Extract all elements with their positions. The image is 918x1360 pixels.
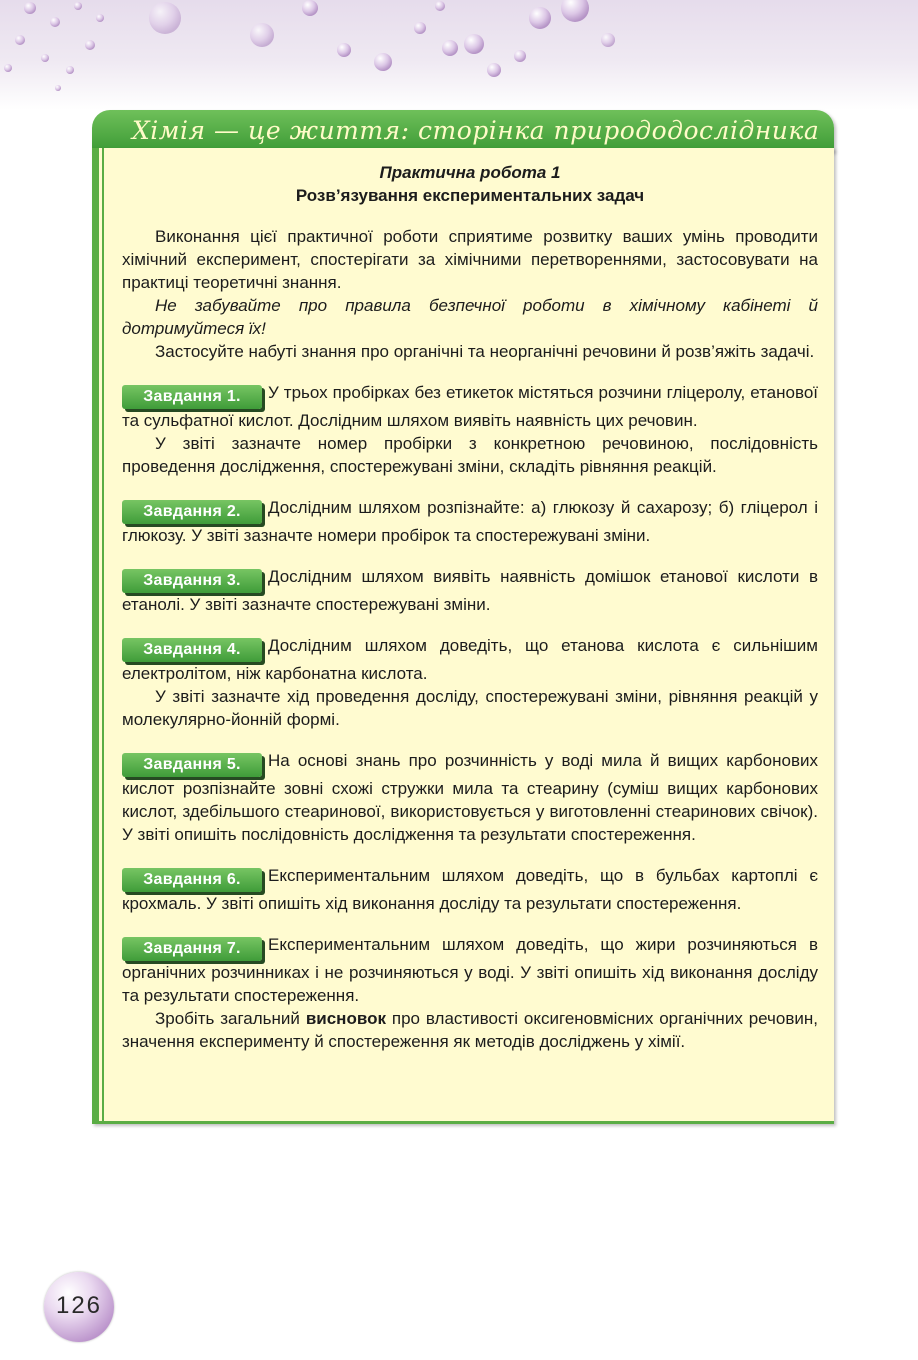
intro-paragraph: Виконання цієї практичної роботи сприятиме розвитку ваших умінь проводити хімічний експеримент, спостерігати за хімічними перетвореннями, застосовувати на практиці теоретичні знання.	[122, 227, 818, 292]
page-number: 126	[55, 1292, 103, 1319]
task-1-badge: Завдання 1.	[122, 385, 262, 409]
task-5-text: На основі знань про розчинність у воді мила й вищих карбонових кислот розпізнайте зовні схожі стружки мила та стеарину (суміш вищих карбонових кислот, здебільшого стеаринової, використовується у виготовленні стеаринових свічок). У звіті опишіть послідовність дослідження та результати спостереження.	[122, 751, 818, 844]
page-number-badge	[44, 1272, 114, 1342]
task-7-text: Експериментальним шляхом доведіть, що жири розчиняються в органічних розчинниках і не розчиняються у воді. У звіті опишіть хід виконання досліду та результати спостереження.	[122, 935, 818, 1005]
practical-work-subtitle: Розв’язування експериментальних задач	[295, 186, 645, 205]
task-7-badge: Завдання 7.	[122, 937, 262, 961]
panel-border-bottom	[92, 1121, 834, 1124]
task-1	[122, 381, 818, 432]
task-5-badge: Завдання 5.	[122, 753, 262, 777]
panel-border-left	[92, 148, 99, 1124]
header-decoration	[0, 0, 918, 110]
conclusion-paragraph	[122, 1007, 818, 1053]
bubbles-decoration	[0, 0, 918, 110]
task-7	[122, 933, 818, 1007]
task-2-text: Дослідним шляхом розпізнайте: а) глюкозу й сахарозу; б) гліцерол і глюкозу. У звіті зазначте номери пробірок та спостережувані зміни.	[122, 498, 818, 545]
task-1-text: У трьох пробірках без етикеток містяться розчини гліцеролу, етанової та сульфатної кислот. Дослідним шляхом виявіть наявність цих речовин.	[122, 383, 818, 430]
task-5	[122, 749, 818, 846]
task-6	[122, 864, 818, 915]
section-title: Хімія — це життя: сторінка природодослідника	[132, 116, 820, 145]
conclusion-before: Зробіть загальний	[155, 1009, 306, 1028]
task-4-text: Дослідним шляхом доведіть, що етанова кислота є сильнішим електролітом, ніж карбонатна кислота.	[122, 636, 818, 683]
task-1-report: У звіті зазначте номер пробірки з конкретною речовиною, послідовність проведення дослідження, спостережувані зміни, складіть рівняння реакцій.	[122, 434, 818, 476]
task-4-badge: Завдання 4.	[122, 638, 262, 662]
task-6-badge: Завдання 6.	[122, 868, 262, 892]
practical-work-title: Практична робота 1	[379, 163, 561, 182]
conclusion-keyword: висновок	[305, 1009, 386, 1028]
task-3-text: Дослідним шляхом виявіть наявність домішок етанової кислоти в етанолі. У звіті зазначте спостережувані зміни.	[122, 567, 818, 614]
safety-note: Не забувайте про правила безпечної роботи в хімічному кабінеті й дотримуйтеся їх!	[122, 296, 818, 338]
conclusion-after: про властивості оксигеновмісних органічних речовин, значення експерименту й спостереження як методів досліджень у хімії.	[122, 1009, 819, 1051]
task-4	[122, 634, 818, 685]
task-4-report: У звіті зазначте хід проведення досліду, спостережувані зміни, рівняння реакцій у молекулярно-йонній формі.	[122, 687, 818, 729]
task-3	[122, 565, 818, 616]
section-title-bar	[92, 110, 834, 152]
task-2-badge: Завдання 2.	[122, 500, 262, 524]
task-6-text: Експериментальним шляхом доведіть, що в бульбах картоплі є крохмаль. У звіті опишіть хід виконання досліду та результати спостереження.	[122, 866, 818, 913]
task-3-badge: Завдання 3.	[122, 569, 262, 593]
content-text	[122, 161, 818, 1053]
panel-border-inner	[102, 148, 104, 1124]
intro-instruction: Застосуйте набуті знання про органічні та неорганічні речовини й розв’яжіть задачі.	[155, 342, 815, 361]
task-2	[122, 496, 818, 547]
